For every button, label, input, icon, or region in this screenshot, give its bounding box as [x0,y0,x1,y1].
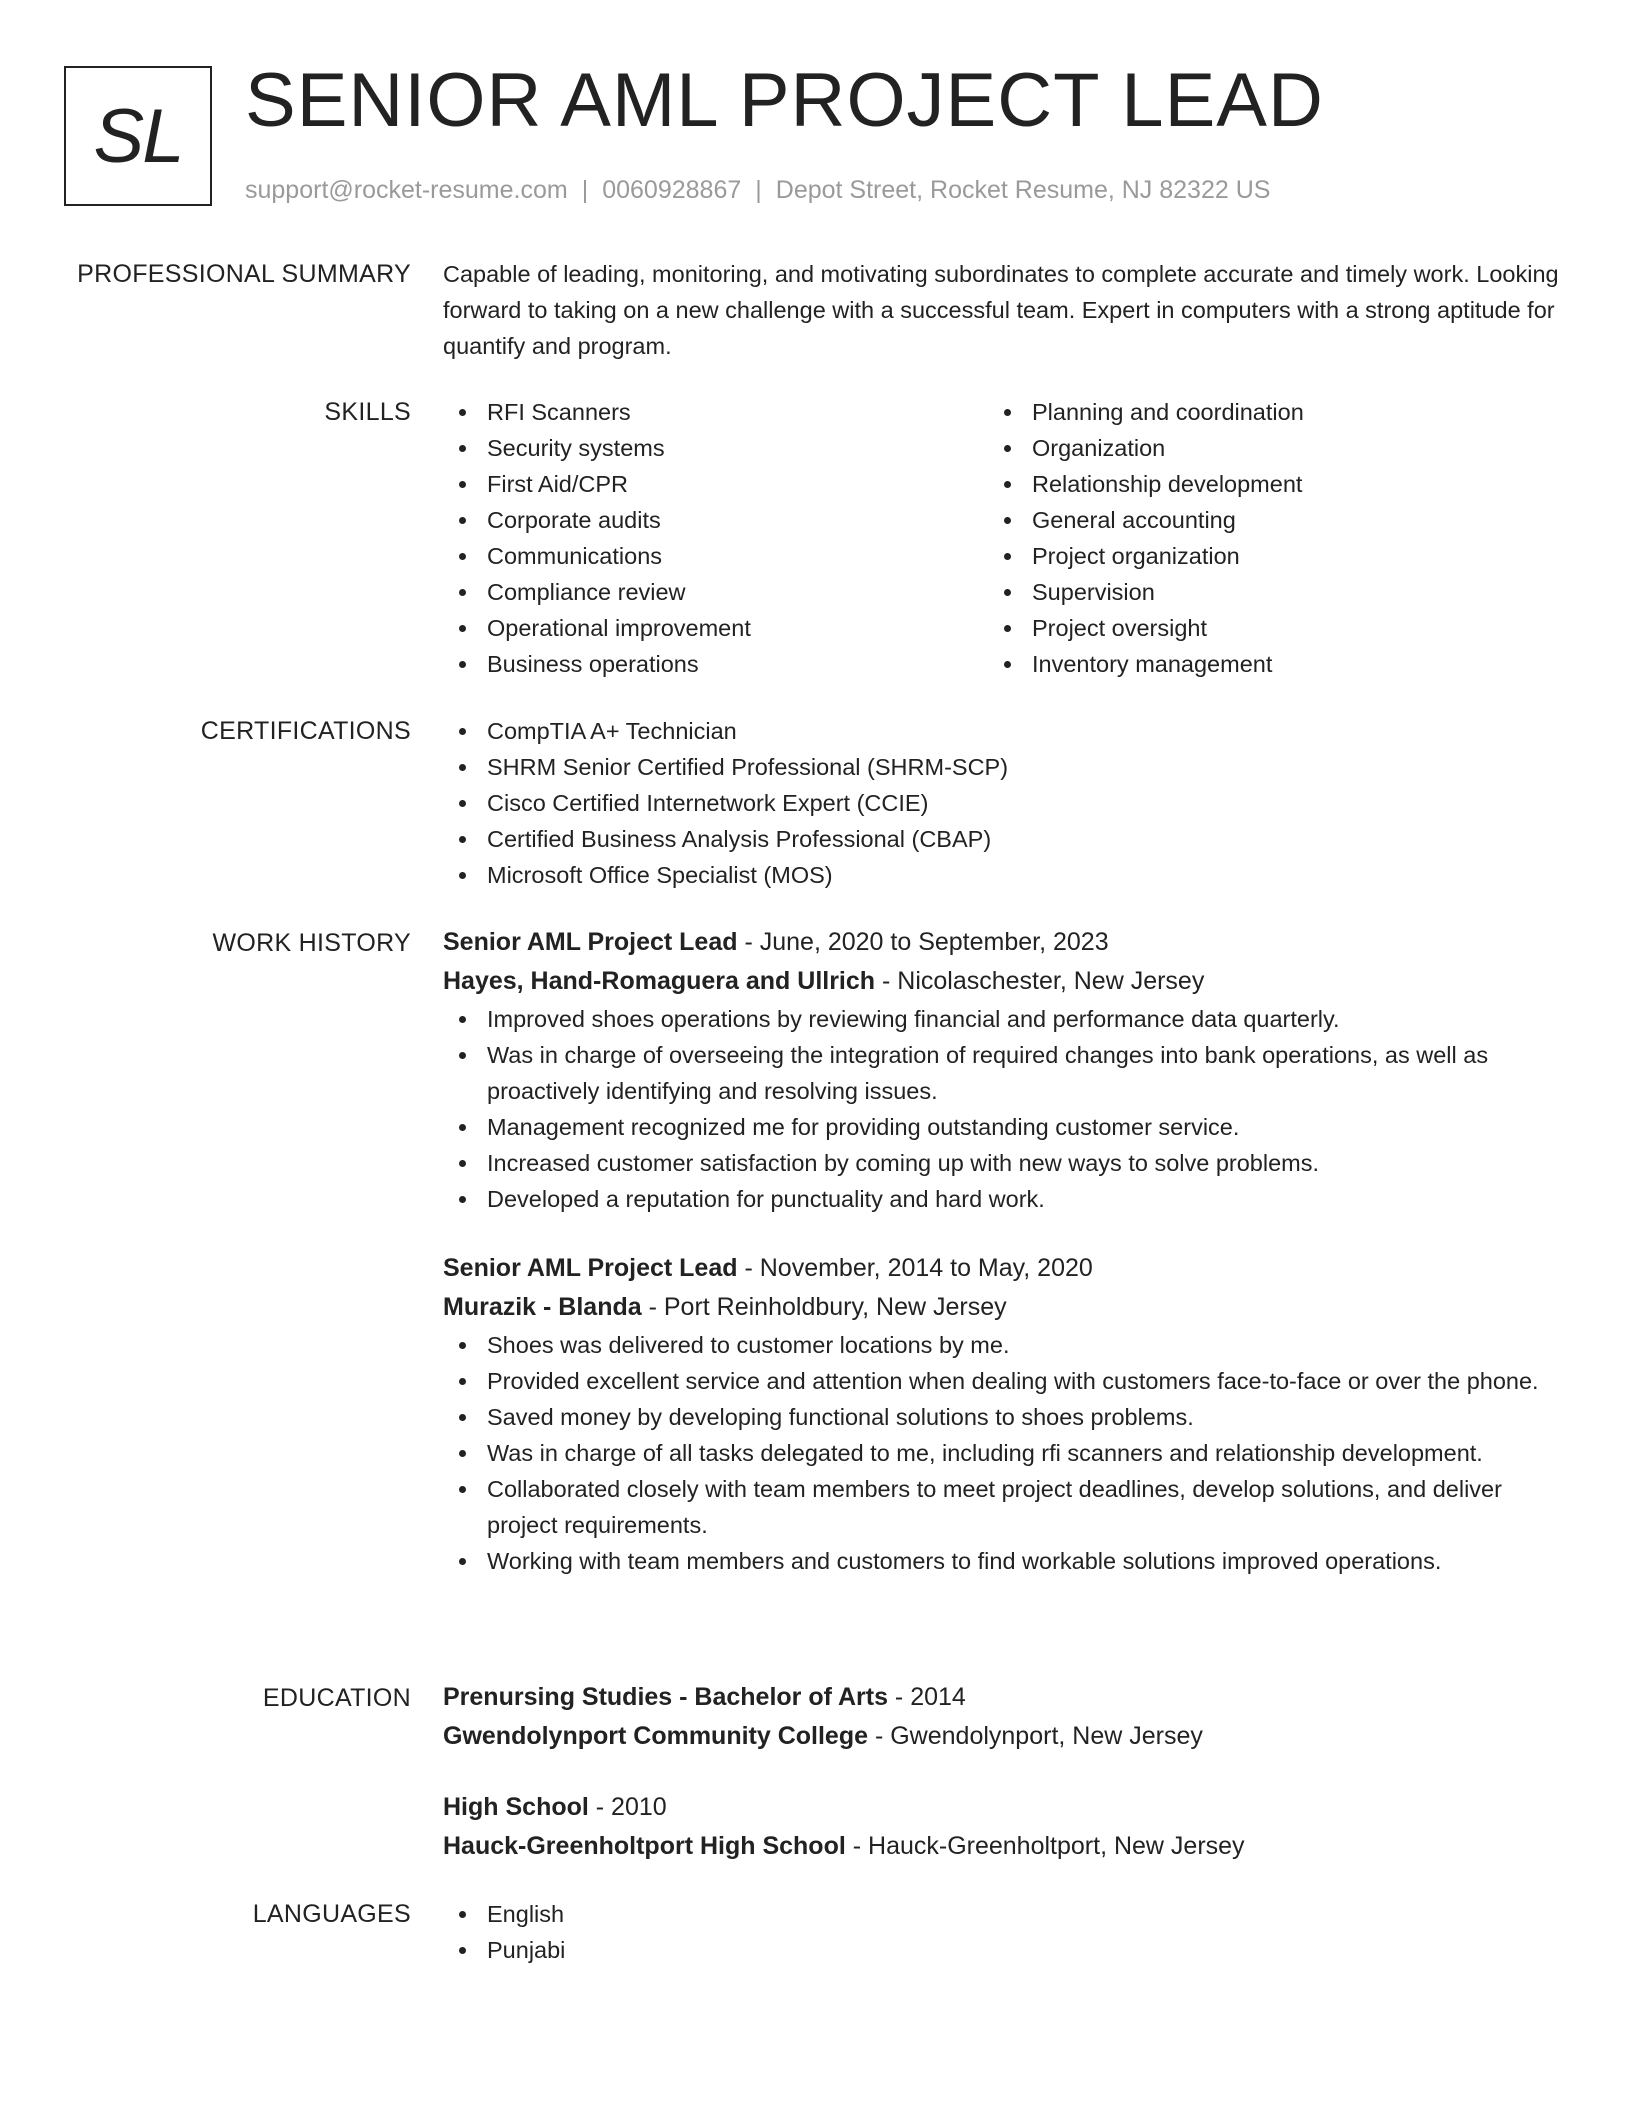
job-duties-list [443,1327,1563,1579]
skill-item: Communications [443,538,988,574]
education-entry [443,1678,1563,1756]
job-role: Senior AML Project Lead [443,1254,738,1282]
section-title: SKILLS [324,398,411,426]
job-duty: Increased customer satisfaction by coming up with new ways to solve problems. [443,1145,1563,1181]
skill-item: First Aid/CPR [443,466,988,502]
certification-item: CompTIA A+ Technician [443,713,1563,749]
skill-item: Business operations [443,646,988,682]
certification-item: Cisco Certified Internetwork Expert (CCIE) [443,785,1563,821]
monogram-initials: SL [93,93,183,179]
section-body [443,256,1563,364]
skills-list-right [988,394,1533,682]
languages-list [443,1896,1563,1968]
job-dates: - November, 2014 to May, 2020 [737,1254,1093,1282]
contact-email: support@rocket-resume.com [245,176,568,204]
job-company: Hayes, Hand-Romaguera and Ullrich [443,967,876,995]
skill-item: Organization [988,430,1533,466]
job-dates: - June, 2020 to September, 2023 [737,928,1109,956]
certification-item: Microsoft Office Specialist (MOS) [443,857,1563,893]
job-location: - Port Reinholdbury, New Jersey [641,1293,1007,1321]
section-title: CERTIFICATIONS [200,717,411,745]
skill-item: Corporate audits [443,502,988,538]
section-title: WORK HISTORY [212,929,411,957]
education-entry [443,1788,1563,1866]
job-entry [443,1249,1563,1579]
skill-item: Supervision [988,574,1533,610]
job-location: - Nicolaschester, New Jersey [875,967,1205,995]
section-body [443,1896,1563,1968]
certification-item: SHRM Senior Certified Professional (SHRM-SCP) [443,749,1563,785]
skill-item: General accounting [988,502,1533,538]
skill-item: Planning and coordination [988,394,1533,430]
skill-item: Operational improvement [443,610,988,646]
education-year: - 2010 [588,1793,667,1821]
resume-name: SENIOR AML PROJECT LEAD [245,58,1324,143]
skill-item: Security systems [443,430,988,466]
section-body [443,923,1563,1579]
education-year: - 2014 [887,1683,966,1711]
job-duty: Management recognized me for providing outstanding customer service. [443,1109,1563,1145]
monogram-badge [64,66,212,206]
job-duty: Was in charge of overseeing the integration of required changes into bank operations, as well as proactively identifying and resolving issues. [443,1037,1563,1109]
job-company-line [443,962,1563,1001]
section-body [443,1678,1563,1866]
section-title: PROFESSIONAL SUMMARY [77,260,411,288]
job-duty: Working with team members and customers to find workable solutions improved operations. [443,1543,1563,1579]
job-company-line [443,1288,1563,1327]
job-duty: Developed a reputation for punctuality and hard work. [443,1181,1563,1217]
education-degree: High School [443,1793,589,1821]
certifications-list [443,713,1563,893]
job-title-line [443,1249,1563,1288]
contact-address: Depot Street, Rocket Resume, NJ 82322 US [775,176,1271,204]
education-degree-line [443,1678,1563,1717]
skill-item: RFI Scanners [443,394,988,430]
certification-item: Certified Business Analysis Professional (CBAP) [443,821,1563,857]
job-role: Senior AML Project Lead [443,928,738,956]
job-duty: Shoes was delivered to customer locations by me. [443,1327,1563,1363]
job-duty: Improved shoes operations by reviewing financial and performance data quarterly. [443,1001,1563,1037]
education-degree: Prenursing Studies - Bachelor of Arts [443,1683,888,1711]
section-title: EDUCATION [262,1684,411,1712]
contact-line [245,172,1270,208]
education-location: - Gwendolynport, New Jersey [868,1722,1203,1750]
skill-item: Inventory management [988,646,1533,682]
education-school: Hauck-Greenholtport High School [443,1832,846,1860]
job-duty: Provided excellent service and attention when dealing with customers face-to-face or over the phone. [443,1363,1563,1399]
education-location: - Hauck-Greenholtport, New Jersey [845,1832,1245,1860]
contact-separator: | [755,176,762,204]
education-school-line [443,1827,1563,1866]
section-body [443,713,1563,893]
contact-phone: 0060928867 [602,176,742,204]
job-duties-list [443,1001,1563,1217]
job-duty: Collaborated closely with team members to meet project deadlines, develop solutions, and deliver project requirements. [443,1471,1563,1543]
language-item: Punjabi [443,1932,1563,1968]
section-title: LANGUAGES [252,1900,411,1928]
job-company: Murazik - Blanda [443,1293,642,1321]
skills-list-left [443,394,988,682]
skill-item: Project oversight [988,610,1533,646]
skill-item: Relationship development [988,466,1533,502]
skill-item: Project organization [988,538,1533,574]
contact-separator: | [581,176,589,204]
education-degree-line [443,1788,1563,1827]
education-school: Gwendolynport Community College [443,1722,869,1750]
job-title-line [443,923,1563,962]
skills-columns [443,394,1563,682]
job-duty: Was in charge of all tasks delegated to me, including rfi scanners and relationship development. [443,1435,1563,1471]
skill-item: Compliance review [443,574,988,610]
education-school-line [443,1717,1563,1756]
job-entry [443,923,1563,1217]
job-duty: Saved money by developing functional solutions to shoes problems. [443,1399,1563,1435]
language-item: English [443,1896,1563,1932]
summary-text: Capable of leading, monitoring, and motivating subordinates to complete accurate and timely work. Looking forward to taking on a new challenge with a successful team. Expert in computers with a strong aptitude for quantify and program. [443,261,1559,359]
